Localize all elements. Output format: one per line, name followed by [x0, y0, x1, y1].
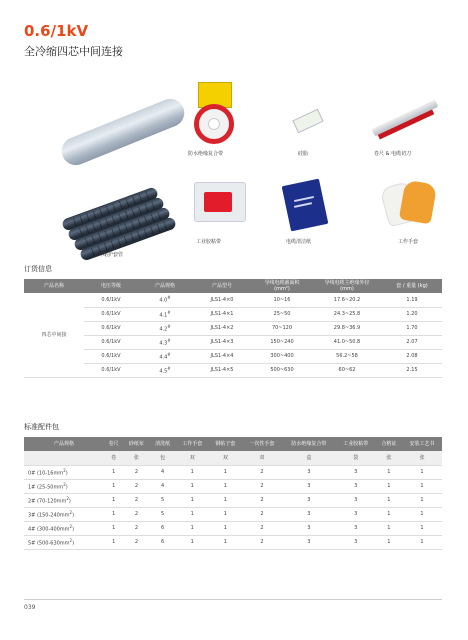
acc-col-header: 一次性手套 — [242, 437, 282, 451]
acc-qty-cell: 2 — [242, 479, 282, 493]
acc-spec-cell: 3# $(150-240mm^2)$ — [24, 507, 104, 521]
acc-qty-cell: 1 — [402, 507, 442, 521]
unit-cell: 双 — [242, 451, 282, 465]
page-title: 0.6/1kV — [24, 22, 89, 40]
table-row — [24, 535, 442, 549]
area-cell: 500~630 — [252, 363, 312, 377]
acc-col-header: 安装工艺书 — [402, 437, 442, 451]
weight-cell: 2.07 — [382, 335, 442, 349]
acc-qty-cell: 5 — [150, 507, 176, 521]
product-gallery — [40, 78, 440, 268]
col-dia: 导线电缆主绝缘外径 (mm) — [312, 279, 382, 293]
unit-row — [24, 451, 442, 465]
waterproof-tape-image — [180, 82, 250, 152]
acc-qty-cell: 1 — [104, 479, 123, 493]
acc-spec-cell: 1# $(25-50mm^2)$ — [24, 479, 104, 493]
voltage-cell: 0.6/1kV — [84, 349, 138, 363]
area-cell: 25~50 — [252, 307, 312, 321]
table-row — [24, 293, 442, 307]
acc-qty-cell: 1 — [376, 521, 402, 535]
acc-qty-cell: 4 — [150, 465, 176, 479]
table-row — [24, 349, 442, 363]
table-header-row — [24, 279, 442, 293]
acc-col-header: 防水绝缘复合带 — [282, 437, 336, 451]
acc-qty-cell: 2 — [123, 493, 149, 507]
acc-qty-cell: 2 — [242, 521, 282, 535]
acc-qty-cell: 3 — [336, 465, 376, 479]
acc-qty-cell: 1 — [376, 479, 402, 493]
dia-cell: 41.0~50.8 — [312, 335, 382, 349]
acc-qty-cell: 4 — [150, 479, 176, 493]
acc-qty-cell: 1 — [209, 479, 242, 493]
voltage-cell: 0.6/1kV — [84, 321, 138, 335]
gloves-image — [380, 174, 440, 234]
acc-qty-cell: 3 — [336, 493, 376, 507]
unit-cell: 双 — [176, 451, 209, 465]
acc-qty-cell: 1 — [104, 465, 123, 479]
acc-qty-cell: 2 — [123, 535, 149, 549]
acc-qty-cell: 3 — [282, 465, 336, 479]
table-row — [24, 507, 442, 521]
product-name-cell: 四芯中间接 — [24, 293, 84, 377]
cold-shrink-tube-image — [40, 78, 190, 178]
model-cell: JLS1-4×5 — [192, 363, 252, 377]
accessories-title: 标准配件包 — [24, 423, 59, 431]
table-row — [24, 321, 442, 335]
caption-waterproof-tape: 防水绝缘复合带 — [188, 151, 224, 157]
acc-qty-cell: 1 — [402, 479, 442, 493]
col-spec: 产品规格 — [138, 279, 192, 293]
table-row — [24, 363, 442, 377]
voltage-cell: 0.6/1kV — [84, 363, 138, 377]
acc-qty-cell: 1 — [376, 493, 402, 507]
col-weight: 套 / 重量 (kg) — [382, 279, 442, 293]
acc-qty-cell: 1 — [209, 535, 242, 549]
order-info-title: 订货信息 — [24, 265, 52, 273]
acc-col-header: 卷尺 — [104, 437, 123, 451]
caption-tape-measure: 卷尺 & 电缆切刀 — [374, 151, 412, 157]
unit-cell: 张 — [402, 451, 442, 465]
spec-cell: 4.5# — [138, 363, 192, 377]
order-info-table — [24, 279, 442, 378]
acc-spec-cell: 0# $(10-16mm^2)$ — [24, 465, 104, 479]
unit-cell: 张 — [376, 451, 402, 465]
unit-cell: 卷 — [104, 451, 123, 465]
acc-qty-cell: 1 — [402, 465, 442, 479]
acc-qty-cell: 2 — [123, 507, 149, 521]
cleaning-tissue-image — [280, 178, 330, 233]
weight-cell: 1.20 — [382, 307, 442, 321]
acc-qty-cell: 3 — [282, 479, 336, 493]
acc-qty-cell: 1 — [104, 507, 123, 521]
model-cell: JLS1-4×1 — [192, 307, 252, 321]
weight-cell: 2.15 — [382, 363, 442, 377]
acc-col-header: 产品规格 — [24, 437, 104, 451]
unit-cell: 袋 — [336, 451, 376, 465]
acc-qty-cell: 6 — [150, 521, 176, 535]
acc-qty-cell: 3 — [282, 535, 336, 549]
area-cell: 150~240 — [252, 335, 312, 349]
acc-col-header: 清洗纸 — [150, 437, 176, 451]
footer-line — [24, 599, 442, 600]
col-product-name: 产品名称 — [24, 279, 84, 293]
acc-qty-cell: 1 — [209, 465, 242, 479]
dia-cell: 17.6~20.2 — [312, 293, 382, 307]
col-voltage: 电压等级 — [84, 279, 138, 293]
acc-qty-cell: 3 — [282, 521, 336, 535]
acc-spec-cell: 2# $(70-120mm^2)$ — [24, 493, 104, 507]
table-row — [24, 465, 442, 479]
caption-insulation-tape: 工业胶粘带 — [196, 239, 222, 245]
acc-col-header: 砂纸布 — [123, 437, 149, 451]
insulation-tape-image — [190, 178, 250, 228]
acc-qty-cell: 2 — [123, 521, 149, 535]
acc-qty-cell: 2 — [242, 507, 282, 521]
weight-cell: 2.08 — [382, 349, 442, 363]
acc-col-header: 工业胶粘带 — [336, 437, 376, 451]
dia-cell: 29.8~36.9 — [312, 321, 382, 335]
acc-qty-cell: 1 — [176, 493, 209, 507]
voltage-cell: 0.6/1kV — [84, 335, 138, 349]
unit-blank-cell — [24, 451, 104, 465]
spec-cell: 4.1# — [138, 307, 192, 321]
weight-cell: 1.70 — [382, 321, 442, 335]
voltage-cell: 0.6/1kV — [84, 307, 138, 321]
area-cell: 300~400 — [252, 349, 312, 363]
dia-cell: 24.3~25.8 — [312, 307, 382, 321]
caption-cold-shrink-tube: 冷缩护套管 — [98, 252, 124, 258]
acc-qty-cell: 3 — [336, 535, 376, 549]
cold-shrink-sleeve-image — [60, 173, 170, 243]
voltage-cell: 0.6/1kV — [84, 293, 138, 307]
tape-measure-image — [370, 88, 440, 148]
unit-cell: 包 — [150, 451, 176, 465]
acc-qty-cell: 1 — [176, 535, 209, 549]
caption-cleaning-tissue: 电缆清洁纸 — [286, 239, 312, 245]
acc-qty-cell: 3 — [282, 493, 336, 507]
acc-col-header: 合格证 — [376, 437, 402, 451]
acc-qty-cell: 1 — [104, 535, 123, 549]
unit-cell: 双 — [209, 451, 242, 465]
acc-qty-cell: 1 — [104, 521, 123, 535]
table-row — [24, 335, 442, 349]
unit-cell: 盒 — [282, 451, 336, 465]
acc-spec-cell: 5# $(500-630mm^2)$ — [24, 535, 104, 549]
col-model: 产品型号 — [192, 279, 252, 293]
acc-qty-cell: 6 — [150, 535, 176, 549]
acc-col-header: 工作手套 — [176, 437, 209, 451]
caption-silicone-grease: 硅脂 — [298, 151, 309, 157]
acc-qty-cell: 1 — [402, 535, 442, 549]
acc-col-header: 钢帖子套 — [209, 437, 242, 451]
acc-qty-cell: 1 — [376, 535, 402, 549]
acc-qty-cell: 3 — [336, 507, 376, 521]
dia-cell: 60~62 — [312, 363, 382, 377]
spec-cell: 4.2# — [138, 321, 192, 335]
area-cell: 10~16 — [252, 293, 312, 307]
acc-qty-cell: 2 — [123, 465, 149, 479]
model-cell: JLS1-4×3 — [192, 335, 252, 349]
spec-cell: 4.3# — [138, 335, 192, 349]
acc-qty-cell: 1 — [376, 507, 402, 521]
model-cell: JLS1-4×0 — [192, 293, 252, 307]
acc-qty-cell: 2 — [242, 493, 282, 507]
area-cell: 70~120 — [252, 321, 312, 335]
acc-qty-cell: 1 — [176, 521, 209, 535]
model-cell: JLS1-4×4 — [192, 349, 252, 363]
table-row — [24, 479, 442, 493]
table-row — [24, 521, 442, 535]
acc-qty-cell: 1 — [176, 479, 209, 493]
acc-qty-cell: 1 — [176, 465, 209, 479]
spec-cell: 4.0# — [138, 293, 192, 307]
unit-cell: 张 — [123, 451, 149, 465]
acc-qty-cell: 1 — [209, 521, 242, 535]
acc-qty-cell: 3 — [336, 521, 376, 535]
acc-qty-cell: 5 — [150, 493, 176, 507]
acc-qty-cell: 1 — [402, 493, 442, 507]
acc-qty-cell: 1 — [402, 521, 442, 535]
accessories-table — [24, 437, 442, 550]
page-subtitle: 全冷缩四芯中间连接 — [24, 45, 123, 58]
table-row — [24, 493, 442, 507]
acc-qty-cell: 1 — [209, 507, 242, 521]
acc-qty-cell: 3 — [282, 507, 336, 521]
spec-cell: 4.4# — [138, 349, 192, 363]
weight-cell: 1.19 — [382, 293, 442, 307]
acc-qty-cell: 2 — [242, 465, 282, 479]
acc-qty-cell: 1 — [209, 493, 242, 507]
silicone-grease-image — [288, 106, 328, 146]
caption-gloves: 工作手套 — [398, 239, 419, 245]
acc-qty-cell: 1 — [376, 465, 402, 479]
acc-qty-cell: 1 — [176, 507, 209, 521]
table-row — [24, 307, 442, 321]
model-cell: JLS1-4×2 — [192, 321, 252, 335]
page-number: 039 — [24, 604, 36, 611]
acc-qty-cell: 3 — [336, 479, 376, 493]
dia-cell: 56.2~58 — [312, 349, 382, 363]
col-area: 导线电缆截面积 (mm²) — [252, 279, 312, 293]
acc-spec-cell: 4# $(300-400mm^2)$ — [24, 521, 104, 535]
acc-qty-cell: 1 — [104, 493, 123, 507]
acc-qty-cell: 2 — [242, 535, 282, 549]
acc-qty-cell: 2 — [123, 479, 149, 493]
table-header-row — [24, 437, 442, 451]
